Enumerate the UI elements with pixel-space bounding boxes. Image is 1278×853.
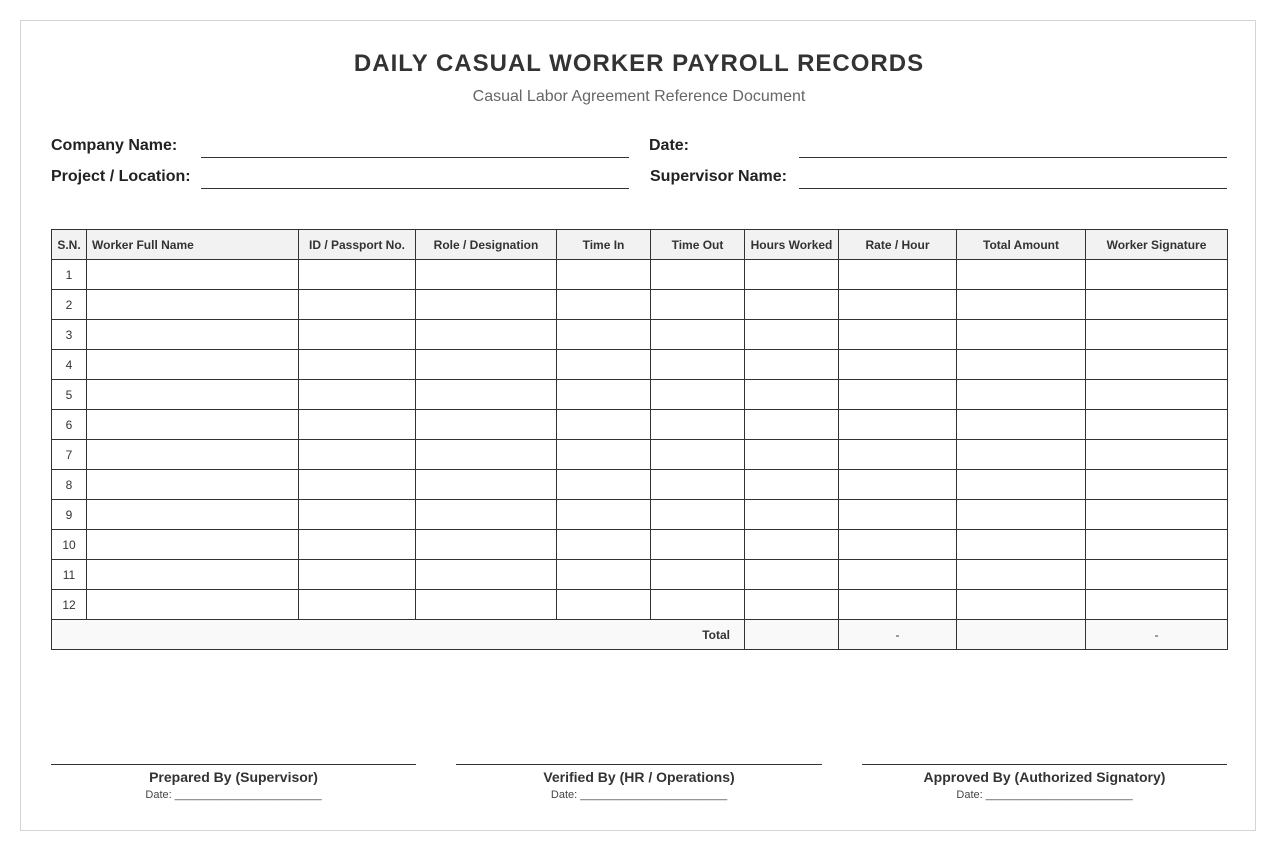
verified-by-signature-line[interactable]: [456, 764, 822, 765]
hours-worked-cell[interactable]: [745, 410, 839, 440]
role-designation-cell[interactable]: [416, 590, 557, 620]
column-header-sn: S.N.: [52, 230, 87, 260]
time-out-cell[interactable]: [651, 470, 745, 500]
total-rate-hour-cell[interactable]: -: [839, 620, 957, 650]
row-number: 10: [52, 530, 87, 560]
row-number: 4: [52, 350, 87, 380]
role-designation-cell[interactable]: [416, 380, 557, 410]
total-amount-cell[interactable]: [957, 260, 1086, 290]
total-amount-cell[interactable]: [957, 350, 1086, 380]
row-number: 9: [52, 500, 87, 530]
supervisor-name-field[interactable]: [799, 188, 1227, 189]
worker-signature-cell[interactable]: [1086, 560, 1228, 590]
role-designation-cell[interactable]: [416, 410, 557, 440]
time-in-cell[interactable]: [557, 410, 651, 440]
date-field[interactable]: [799, 157, 1227, 158]
role-designation-cell[interactable]: [416, 350, 557, 380]
id-passport-cell[interactable]: [299, 290, 416, 320]
hours-worked-cell[interactable]: [745, 500, 839, 530]
worker-full-name-cell[interactable]: [87, 320, 299, 350]
id-passport-cell[interactable]: [299, 500, 416, 530]
column-header-total-amount: Total Amount: [957, 230, 1086, 260]
row-number: 5: [52, 380, 87, 410]
table-row: [52, 470, 1228, 500]
prepared-by-title: Prepared By (Supervisor): [149, 769, 318, 785]
time-out-cell[interactable]: [651, 500, 745, 530]
worker-full-name-cell[interactable]: [87, 470, 299, 500]
total-amount-cell[interactable]: [957, 470, 1086, 500]
worker-signature-cell[interactable]: [1086, 530, 1228, 560]
total-amount-cell[interactable]: [957, 590, 1086, 620]
total-amount-cell[interactable]: [957, 290, 1086, 320]
time-in-cell[interactable]: [557, 500, 651, 530]
project-location-label: Project / Location:: [51, 168, 191, 185]
id-passport-cell[interactable]: [299, 350, 416, 380]
role-designation-cell[interactable]: [416, 530, 557, 560]
hours-worked-cell[interactable]: [745, 590, 839, 620]
verified-by-title: Verified By (HR / Operations): [543, 769, 735, 785]
hours-worked-cell[interactable]: [745, 350, 839, 380]
hours-worked-cell[interactable]: [745, 470, 839, 500]
worker-full-name-cell[interactable]: [87, 530, 299, 560]
document-title: DAILY CASUAL WORKER PAYROLL RECORDS: [353, 50, 925, 77]
worker-signature-cell[interactable]: [1086, 500, 1228, 530]
time-in-cell[interactable]: [557, 590, 651, 620]
rate-hour-cell[interactable]: [839, 260, 957, 290]
rate-hour-cell[interactable]: [839, 530, 957, 560]
time-in-cell[interactable]: [557, 560, 651, 590]
time-in-cell[interactable]: [557, 440, 651, 470]
payroll-table: [51, 229, 1228, 650]
total-amount-cell[interactable]: [957, 440, 1086, 470]
prepared-by-date: Date: ________________________: [145, 789, 322, 801]
role-designation-cell[interactable]: [416, 320, 557, 350]
worker-signature-cell[interactable]: [1086, 410, 1228, 440]
worker-signature-cell[interactable]: [1086, 440, 1228, 470]
table-row: [52, 320, 1228, 350]
role-designation-cell[interactable]: [416, 560, 557, 590]
time-out-cell[interactable]: [651, 350, 745, 380]
total-amount-cell[interactable]: [957, 530, 1086, 560]
total-worker-signature-cell[interactable]: -: [1086, 620, 1228, 650]
verified-by-date: Date: ________________________: [550, 789, 728, 801]
table-row: [52, 260, 1228, 290]
row-number: 7: [52, 440, 87, 470]
row-number: 3: [52, 320, 87, 350]
rate-hour-cell[interactable]: [839, 560, 957, 590]
total-amount-cell[interactable]: [957, 620, 1086, 650]
worker-signature-cell[interactable]: [1086, 320, 1228, 350]
column-header-id-passport: ID / Passport No.: [299, 230, 416, 260]
time-out-cell[interactable]: [651, 530, 745, 560]
hours-worked-cell[interactable]: [745, 320, 839, 350]
rate-hour-cell[interactable]: [839, 500, 957, 530]
time-out-cell[interactable]: [651, 590, 745, 620]
time-in-cell[interactable]: [557, 380, 651, 410]
time-out-cell[interactable]: [651, 410, 745, 440]
worker-signature-cell[interactable]: [1086, 350, 1228, 380]
project-location-field[interactable]: [201, 188, 629, 189]
id-passport-cell[interactable]: [299, 260, 416, 290]
worker-full-name-cell[interactable]: [87, 440, 299, 470]
hours-worked-cell[interactable]: [745, 380, 839, 410]
worker-signature-cell[interactable]: [1086, 590, 1228, 620]
time-out-cell[interactable]: [651, 560, 745, 590]
table-row: [52, 500, 1228, 530]
column-header-time-in: Time In: [557, 230, 651, 260]
row-number: 8: [52, 470, 87, 500]
rate-hour-cell[interactable]: [839, 410, 957, 440]
total-amount-cell[interactable]: [957, 320, 1086, 350]
time-in-cell[interactable]: [557, 290, 651, 320]
table-header-row: [52, 230, 1228, 260]
worker-full-name-cell[interactable]: [87, 590, 299, 620]
total-amount-cell[interactable]: [957, 560, 1086, 590]
row-number: 2: [52, 290, 87, 320]
row-number: 1: [52, 260, 87, 290]
worker-full-name-cell[interactable]: [87, 500, 299, 530]
table-row: [52, 440, 1228, 470]
table-row: [52, 350, 1228, 380]
rate-hour-cell[interactable]: [839, 590, 957, 620]
rate-hour-cell[interactable]: [839, 470, 957, 500]
column-header-worker-full-name: Worker Full Name: [87, 230, 299, 260]
worker-full-name-cell[interactable]: [87, 260, 299, 290]
time-out-cell[interactable]: [651, 260, 745, 290]
id-passport-cell[interactable]: [299, 440, 416, 470]
worker-signature-cell[interactable]: [1086, 380, 1228, 410]
row-number: 6: [52, 410, 87, 440]
hours-worked-cell[interactable]: [745, 530, 839, 560]
column-header-role-designation: Role / Designation: [416, 230, 557, 260]
time-in-cell[interactable]: [557, 470, 651, 500]
hours-worked-cell[interactable]: [745, 560, 839, 590]
company-name-label: Company Name:: [51, 137, 178, 154]
column-header-time-out: Time Out: [651, 230, 745, 260]
rate-hour-cell[interactable]: [839, 440, 957, 470]
worker-full-name-cell[interactable]: [87, 290, 299, 320]
approved-by-title: Approved By (Authorized Signatory): [923, 769, 1166, 785]
table-row: [52, 560, 1228, 590]
id-passport-cell[interactable]: [299, 530, 416, 560]
worker-full-name-cell[interactable]: [87, 380, 299, 410]
role-designation-cell[interactable]: [416, 440, 557, 470]
id-passport-cell[interactable]: [299, 470, 416, 500]
rate-hour-cell[interactable]: [839, 320, 957, 350]
id-passport-cell[interactable]: [299, 380, 416, 410]
id-passport-cell[interactable]: [299, 320, 416, 350]
time-in-cell[interactable]: [557, 530, 651, 560]
total-row: [52, 620, 1228, 650]
approved-by-date: Date: ________________________: [956, 789, 1133, 801]
document-subtitle: Casual Labor Agreement Reference Document: [472, 88, 806, 105]
table-row: [52, 410, 1228, 440]
total-hours-worked-cell[interactable]: [745, 620, 839, 650]
hours-worked-cell[interactable]: [745, 440, 839, 470]
hours-worked-cell[interactable]: [745, 260, 839, 290]
worker-full-name-cell[interactable]: [87, 560, 299, 590]
date-label: Date:: [649, 137, 690, 154]
time-out-cell[interactable]: [651, 440, 745, 470]
hours-worked-cell[interactable]: [745, 290, 839, 320]
row-number: 12: [52, 590, 87, 620]
column-header-hours-worked: Hours Worked: [745, 230, 839, 260]
table-row: [52, 590, 1228, 620]
time-out-cell[interactable]: [651, 320, 745, 350]
time-in-cell[interactable]: [557, 350, 651, 380]
id-passport-cell[interactable]: [299, 410, 416, 440]
table-row: [52, 530, 1228, 560]
time-out-cell[interactable]: [651, 380, 745, 410]
rate-hour-cell[interactable]: [839, 290, 957, 320]
table-row: [52, 380, 1228, 410]
worker-signature-cell[interactable]: [1086, 290, 1228, 320]
role-designation-cell[interactable]: [416, 260, 557, 290]
worker-signature-cell[interactable]: [1086, 260, 1228, 290]
id-passport-cell[interactable]: [299, 590, 416, 620]
time-out-cell[interactable]: [651, 290, 745, 320]
rate-hour-cell[interactable]: [839, 350, 957, 380]
rate-hour-cell[interactable]: [839, 380, 957, 410]
role-designation-cell[interactable]: [416, 500, 557, 530]
row-number: 11: [52, 560, 87, 590]
total-amount-cell[interactable]: [957, 500, 1086, 530]
column-header-worker-signature: Worker Signature: [1086, 230, 1228, 260]
total-label: Total: [52, 620, 745, 650]
company-name-field[interactable]: [201, 157, 629, 158]
approved-by-signature-line[interactable]: [862, 764, 1227, 765]
supervisor-name-label: Supervisor Name:: [650, 168, 787, 185]
worker-full-name-cell[interactable]: [87, 410, 299, 440]
column-header-rate-hour: Rate / Hour: [839, 230, 957, 260]
worker-full-name-cell[interactable]: [87, 350, 299, 380]
prepared-by-signature-line[interactable]: [51, 764, 416, 765]
time-in-cell[interactable]: [557, 320, 651, 350]
worker-signature-cell[interactable]: [1086, 470, 1228, 500]
time-in-cell[interactable]: [557, 260, 651, 290]
id-passport-cell[interactable]: [299, 560, 416, 590]
total-amount-cell[interactable]: [957, 410, 1086, 440]
role-designation-cell[interactable]: [416, 470, 557, 500]
table-row: [52, 290, 1228, 320]
role-designation-cell[interactable]: [416, 290, 557, 320]
total-amount-cell[interactable]: [957, 380, 1086, 410]
